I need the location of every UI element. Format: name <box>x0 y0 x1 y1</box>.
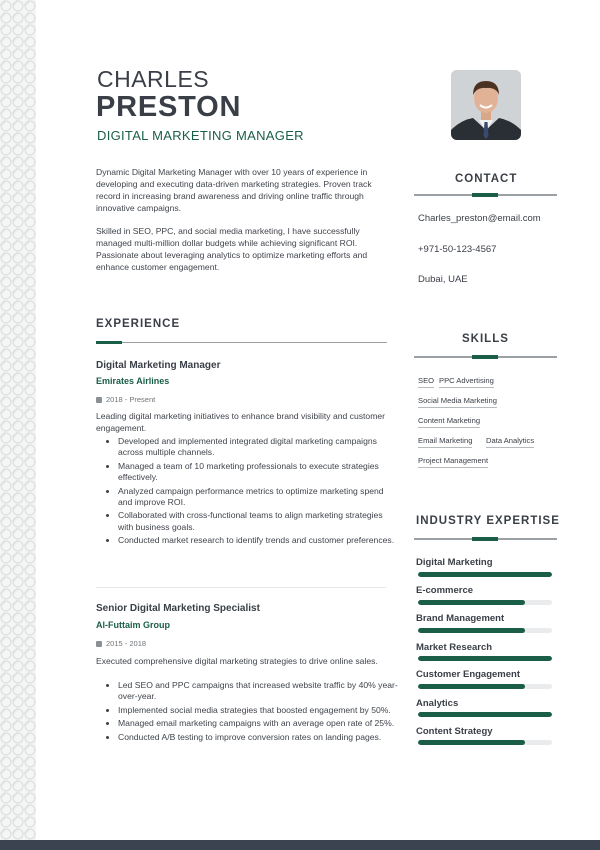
profile-photo <box>451 70 521 140</box>
expertise-name: Analytics <box>416 698 459 709</box>
expertise-bar <box>418 712 552 717</box>
expertise-bar-fill <box>418 572 552 577</box>
skill-tag: PPC Advertising <box>439 376 494 388</box>
expertise-name: Market Research <box>416 642 493 653</box>
skill-tag: Content Marketing <box>418 416 480 428</box>
expertise-heading: INDUSTRY EXPERTISE <box>416 515 560 527</box>
job-title: DIGITAL MARKETING MANAGER <box>97 128 304 143</box>
experience-accent <box>96 341 122 344</box>
skill-tag: Social Media Marketing <box>418 396 497 408</box>
expertise-name: Content Strategy <box>416 726 493 737</box>
skill-tag: Data Analytics <box>486 436 534 448</box>
job-bullet: • Implemented social media strategies that boosted engagement by 50%. <box>118 705 400 716</box>
expertise-bar <box>418 740 552 745</box>
first-name: CHARLES <box>97 66 210 92</box>
expertise-accent <box>472 537 498 541</box>
contact-phone[interactable]: +971-50-123-4567 <box>418 244 497 255</box>
contact-location: Dubai, UAE <box>418 274 468 285</box>
expertise-bar <box>418 684 552 689</box>
expertise-bar <box>418 572 552 577</box>
job-bullets <box>106 436 400 549</box>
job-dates <box>96 639 146 648</box>
expertise-name: Customer Engagement <box>416 669 520 680</box>
expertise-bar <box>418 628 552 633</box>
expertise-name: E-commerce <box>416 585 474 596</box>
job-description: Leading digital marketing initiatives to enhance brand visibility and customer engagement. <box>96 411 386 433</box>
job-bullet: • Analyzed campaign performance metrics to optimize marketing spend and improve ROI. <box>118 486 400 509</box>
skills-heading: SKILLS <box>462 333 509 345</box>
expertise-name: Brand Management <box>416 613 505 624</box>
calendar-icon <box>96 397 102 403</box>
expertise-bar-fill <box>418 740 525 745</box>
expertise-name: Digital Marketing <box>416 557 493 568</box>
job-company: Emirates Airlines <box>96 376 170 386</box>
summary-paragraph: Dynamic Digital Marketing Manager with over 10 years of experience in developing and executing data-driven marketing strategies. Proven track record in increasing brand awareness and driving online traffic through innovative campaigns. <box>96 167 372 213</box>
summary-paragraph: Skilled in SEO, PPC, and social media marketing, I have successfully managed multi-million dollar budgets while achieving significant ROI. Passionate about leveraging analytics to optimize marketing efforts and enhance customer engagement. <box>96 226 368 272</box>
expertise-bar <box>418 656 552 661</box>
job-bullet: • Led SEO and PPC campaigns that increased website traffic by 40% year-over-year. <box>118 680 400 703</box>
job-bullet: • Conducted market research to identify trends and customer preferences. <box>118 535 400 546</box>
job-bullet: • Collaborated with cross-functional teams to align marketing strategies with business goals. <box>118 510 400 533</box>
job-company: Al-Futtaim Group <box>96 620 170 630</box>
expertise-bar-fill <box>418 656 552 661</box>
contact-email[interactable]: Charles_preston@email.com <box>418 213 541 224</box>
expertise-bar <box>418 600 552 605</box>
job-bullets <box>106 680 400 745</box>
experience-heading: EXPERIENCE <box>96 318 181 330</box>
job-bullet: • Developed and implemented integrated digital marketing campaigns across multiple channels. <box>118 436 400 459</box>
job-dates-text: 2015 - 2018 <box>106 639 147 648</box>
expertise-bar-fill <box>418 628 525 633</box>
footer-bar <box>0 840 600 850</box>
job-bullet: • Conducted A/B testing to improve conversion rates on landing pages. <box>118 732 400 743</box>
expertise-bar-fill <box>418 684 525 689</box>
job-dates <box>96 395 155 404</box>
skills-accent <box>472 355 498 359</box>
job-description: Executed comprehensive digital marketing strategies to drive online sales. <box>96 656 378 666</box>
skill-tag: Project Management <box>418 456 488 468</box>
decorative-pattern-strip <box>0 0 36 840</box>
skill-tag: SEO <box>418 376 434 388</box>
experience-divider <box>96 342 387 343</box>
job-bullet: • Managed a team of 10 marketing professionals to execute strategies effectively. <box>118 461 400 484</box>
contact-heading: CONTACT <box>455 173 518 185</box>
job-bullet: • Managed email marketing campaigns with an average open rate of 25%. <box>118 718 400 729</box>
expertise-bar-fill <box>418 600 525 605</box>
calendar-icon <box>96 641 102 647</box>
job-role: Digital Marketing Manager <box>96 360 221 371</box>
job-separator <box>96 587 386 588</box>
expertise-bar-fill <box>418 712 552 717</box>
job-dates-text: 2018 - Present <box>106 395 156 404</box>
profile-summary <box>96 166 388 284</box>
last-name: PRESTON <box>96 91 242 123</box>
skill-tag: Email Marketing <box>418 436 472 448</box>
contact-accent <box>472 193 498 197</box>
job-role: Senior Digital Marketing Specialist <box>96 603 260 614</box>
